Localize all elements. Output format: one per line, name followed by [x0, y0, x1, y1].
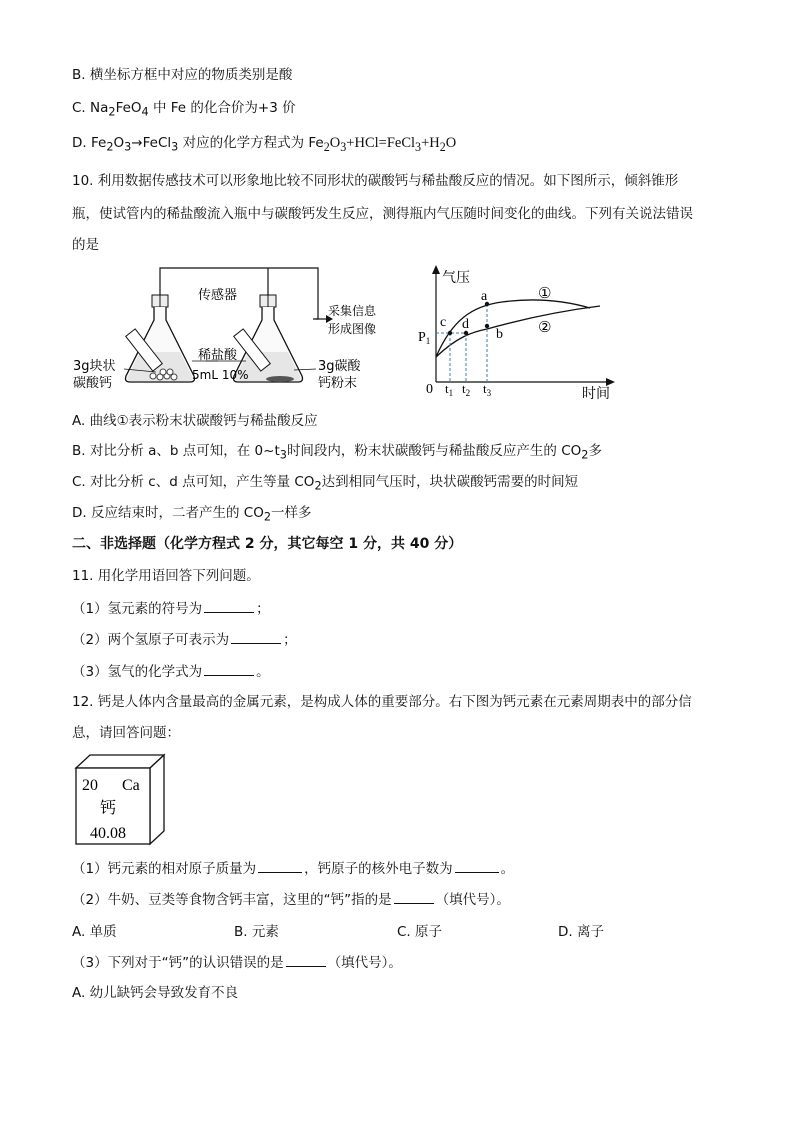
q12-option-c: C. 原子 [397, 924, 443, 940]
x-axis-label: 时间 [582, 386, 610, 402]
t3-text: t [483, 381, 487, 396]
subscript: 2 [263, 510, 271, 524]
t3-subscript: 3 [486, 388, 492, 398]
curve-1 [436, 300, 590, 357]
q12-part-3-text: （3）下列对于“钙”的认识错误的是 [72, 955, 284, 971]
q11-part-1-text: （1）氢元素的符号为 [72, 601, 203, 617]
t1-subscript: 1 [448, 388, 454, 398]
element-symbol: Ca [122, 777, 140, 794]
q10-option-d-text: D. 反应结束时，二者产生的 CO [72, 505, 264, 521]
x-axis-arrow-icon [606, 378, 615, 386]
p1-label [418, 330, 430, 346]
equation-text: O [445, 135, 457, 151]
subscript: 2 [106, 140, 114, 154]
answer-blank[interactable] [394, 889, 434, 904]
section-heading: 二、非选择题（化学方程式 2 分，其它每空 1 分，共 40 分） [72, 536, 463, 552]
q10-stem-line-3: 的是 [72, 237, 99, 253]
wire [160, 268, 318, 319]
q12-stem-line-2: 息，请回答问题： [72, 725, 180, 741]
q9-option-b: B. 横坐标方框中对应的物质类别是酸 [72, 67, 293, 83]
origin-label: 0 [426, 382, 433, 397]
q9-option-d [72, 134, 456, 157]
q9-option-d-text: D. Fe [72, 135, 107, 151]
right-sample-label-1: 3g碳酸 [318, 359, 361, 374]
q10-option-c [72, 473, 578, 496]
q12-part-2-text: （填代号）。 [435, 892, 510, 908]
p1-subscript: 1 [425, 336, 431, 346]
q12-option-b: B. 元素 [234, 924, 279, 940]
q12-stem-line-1: 12. 钙是人体内含量最高的金属元素，是构成人体的重要部分。右下图为钙元素在元素周期表中的部分信 [72, 694, 692, 710]
answer-blank[interactable] [258, 858, 302, 873]
pressure-graph [412, 262, 622, 402]
point-c-label: c [440, 315, 447, 330]
q12-part-3-option-a: A. 幼儿缺钙会导致发育不良 [72, 985, 239, 1001]
subscript: 2 [314, 479, 322, 493]
element-name: 钙 [100, 798, 117, 817]
q10-option-c-text: 达到相同气压时，块状碳酸钙需要的时间短 [321, 474, 579, 490]
q9-option-d-text: 对应的化学方程式为 Fe [178, 135, 324, 151]
q10-option-b-text: 多 [588, 443, 602, 459]
q11-part-3 [72, 661, 270, 681]
q11-part-2-text: （2）两个氢原子可表示为 [72, 632, 230, 648]
q9-equation [323, 135, 457, 154]
subscript: 3 [171, 140, 179, 154]
q10-stem-line-2: 瓶，使试管内的稀盐酸流入瓶中与碳酸钙发生反应，测得瓶内气压随时间变化的曲线。下列有关说法错误 [72, 206, 693, 222]
answer-blank[interactable] [231, 629, 281, 644]
apparatus-figure [68, 258, 398, 398]
equation-text: +H [421, 135, 440, 151]
curve-2 [436, 306, 600, 357]
q9-option-c [72, 99, 296, 122]
t2-text: t [462, 381, 466, 396]
subscript: 3 [124, 140, 132, 154]
subscript: 2 [108, 105, 116, 119]
q12-part-3 [72, 952, 402, 972]
p1-text: P [418, 330, 426, 345]
atomic-number: 20 [82, 777, 98, 794]
q11-part-3-text: （3）氢气的化学式为 [72, 664, 203, 680]
left-sample-label-2: 碳酸钙 [73, 376, 113, 391]
punctuation: 。 [500, 861, 515, 877]
punctuation: ； [283, 632, 297, 648]
y-axis-arrow-icon [432, 265, 440, 274]
q12-part-1-text: ，钙原子的核外电子数为 [304, 861, 453, 877]
answer-blank[interactable] [286, 952, 326, 967]
point-b-label: b [496, 327, 503, 342]
q10-stem-line-1: 10. 利用数据传感技术可以形象地比较不同形状的碳酸钙与稀盐酸反应的情况。如下图所示，倾斜锥形 [72, 173, 679, 189]
t2-label [462, 381, 470, 398]
t3-label [483, 381, 492, 398]
point-d-label: d [462, 317, 469, 332]
q10-option-c-text: C. 对比分析 c、d 点可知，产生等量 CO [72, 474, 315, 490]
curve-2-label: ② [538, 318, 552, 336]
y-axis-label: 气压 [442, 270, 470, 286]
subscript: 2 [439, 139, 446, 154]
subscript: 2 [581, 448, 589, 462]
atomic-mass: 40.08 [90, 825, 126, 842]
q11-part-2 [72, 629, 297, 649]
subscript: 4 [141, 105, 149, 119]
left-sample-label-1: 3g块状 [73, 359, 116, 374]
acid-label-2: 5mL 10% [192, 368, 249, 382]
q10-option-a: A. 曲线①表示粉末状碳酸钙与稀盐酸反应 [72, 413, 318, 429]
q10-option-b [72, 442, 602, 465]
q9-option-c-text: C. Na [72, 100, 109, 116]
collect-label-2: 形成图像 [328, 322, 377, 336]
q10-option-d-text: 一样多 [271, 505, 312, 521]
subscript: 3 [340, 139, 347, 154]
answer-blank[interactable] [204, 661, 254, 676]
t1-label [445, 381, 453, 398]
q9-option-d-text: →FeCl [131, 135, 172, 151]
q9-option-c-text: FeO [115, 100, 142, 116]
q12-option-d: D. 离子 [558, 924, 604, 940]
q12-part-2 [72, 889, 510, 909]
q12-part-1-text: （1）钙元素的相对原子质量为 [72, 861, 257, 877]
q10-option-d [72, 504, 312, 527]
collect-label-1: 采集信息 [328, 304, 377, 318]
point-a-label: a [481, 289, 488, 304]
q12-part-1 [72, 858, 514, 878]
subscript: 2 [323, 139, 330, 154]
element-card [72, 752, 172, 848]
answer-blank[interactable] [455, 858, 499, 873]
left-flask [126, 283, 195, 382]
t1-text: t [445, 381, 449, 396]
equation-text: O [329, 135, 341, 151]
point-b [485, 324, 489, 328]
curve-1-label: ① [538, 284, 552, 302]
q12-part-3-text: （填代号）。 [327, 955, 402, 971]
q10-option-b-text: B. 对比分析 a、b 点可知，在 0~t [72, 443, 280, 459]
t2-subscript: 2 [465, 388, 471, 398]
subscript: 3 [279, 448, 287, 462]
q12-part-2-options [0, 920, 794, 940]
acid-label-1: 稀盐酸 [198, 348, 238, 363]
equation-text: +HCl=FeCl [346, 135, 416, 151]
punctuation: 。 [256, 664, 270, 680]
q10-option-b-text: 时间段内，粉末状碳酸钙与稀盐酸反应产生的 CO [286, 443, 582, 459]
q11-part-1 [72, 598, 270, 618]
right-sample-label-2: 钙粉末 [318, 376, 358, 391]
point-c [448, 331, 452, 335]
sensor-label: 传感器 [198, 288, 238, 303]
q9-option-d-text: O [113, 135, 125, 151]
punctuation: ； [256, 601, 270, 617]
q12-part-2-text: （2）牛奶、豆类等食物含钙丰富，这里的“钙”指的是 [72, 892, 392, 908]
q12-option-a: A. 单质 [72, 924, 117, 940]
subscript: 3 [415, 139, 422, 154]
q11-stem: 11. 用化学用语回答下列问题。 [72, 568, 260, 584]
answer-blank[interactable] [204, 598, 254, 613]
q9-option-c-text: 中 Fe 的化合价为+3 价 [148, 100, 296, 116]
